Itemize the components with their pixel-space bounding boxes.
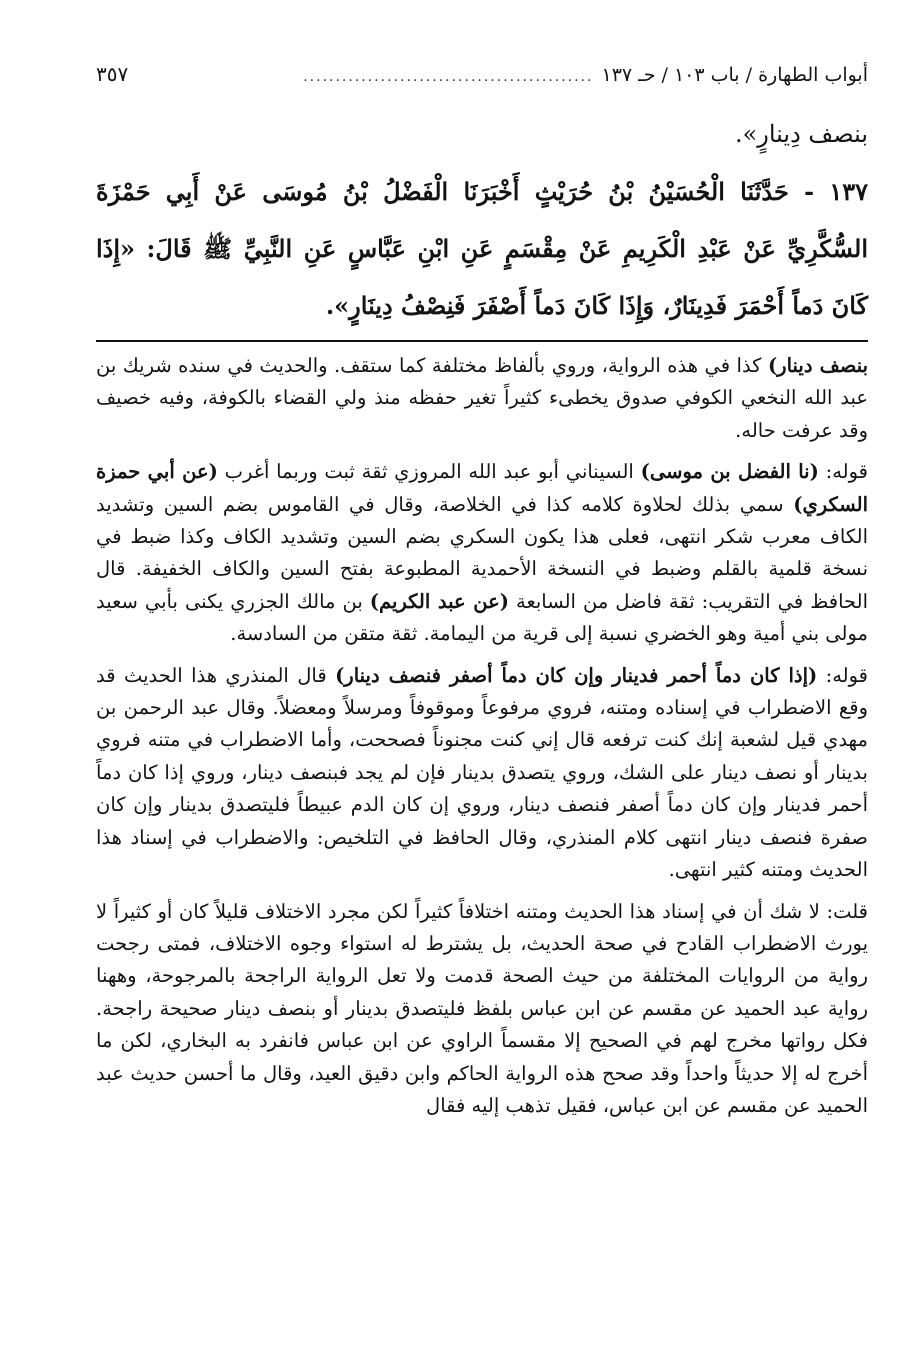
commentary-prefix: قوله: [825,460,868,484]
hadith-number: ١٣٧ - [804,177,868,206]
lemma: بنصف دينار) [767,354,869,377]
commentary-text: بن مالك الجزري يكنى بأبي سعيد مولى بني أمية وهو الخضري نسبة إلى قرية من اليمامة. ثقة متقن من السادسة. [96,589,868,646]
lemma: (عن عبد الكريم) [369,589,509,613]
commentary-paragraph-4: قلت: لا شك أن في إسناد هذا الحديث ومتنه اختلافاً كثيراً لكن مجرد الاختلاف قليلاً كان أو كثيراً لا يورث الاضطراب القادح في صحة الحديث، بل يشترط له استواء وجوه الاختلاف، فمتى رجحت رواية من الروايات المختلفة من حيث الصحة قدمت ولا تعل الرواية الراجحة بالمرجوحة، وههنا رواية عبد الحميد عن مقسم عن ابن عباس بلفظ فليتصدق بدينار أو بنصف دينار صحيحة راجحة. فكل رواتها مخرج لهم في الصحيح إلا مقسماً الراوي عن ابن عباس فانفرد به البخاري، لكن ما أخرج له إلا حديثاً واحداً وقد صحح هذه الرواية الحاكم وابن دقيق العيد، وقال ما أحسن حديث عبد الحميد عن مقسم عن ابن عباس، فقيل تذهب إليه فقال [96,899,868,1117]
commentary-paragraph-1 [96,350,868,447]
commentary [96,350,868,1122]
commentary-text: قال المنذري هذا الحديث قد وقع الاضطراب في إسناده ومتنه، فروي مرفوعاً وموقوفاً ومرسلاً ومعضلاً. وقال عبد الرحمن بن مهدي قيل لشعبة إنك كنت ترفعه قال إني كنت مجنوناً فصححت، وأما الاضطراب في متنه فروي بدينار أو نصف دينار على الشك، وروي يتصدق بدينار فإن لم يجد فبنصف دينار، وروي إذا كان دماً أحمر فدينار وإن كان دماً أصفر فنصف دينار، وروي إن كان الدم عبيطاً فليتصدق بدينار وإن كان صفرة فنصف دينار انتهى كلام المنذري، وقال الحافظ في التلخيص: والاضطراب في إسناد هذا الحديث ومتنه كثير انتهى. [96,663,868,882]
commentary-paragraph-2 [96,456,868,650]
main-text [96,106,868,334]
lemma: (نا الفضل بن موسى) [640,460,819,484]
commentary-text: سمي بذلك لحلاوة كلامه كذا في الخلاصة، وقال في القاموس بضم السين وتشديد الكاف معرب شكر انتهى، فعلى هذا يكون السكري بضم السين وتشديد الكاف وكذا ضبط في نسخة قلمية بالقلم وضبط في النسخة الأحمدية المطبوعة بفتح السين والكاف الخفيفة. قال الحافظ في التقريب: ثقة فاضل من السابعة [96,492,868,613]
commentary-paragraph-3 [96,660,868,887]
page-number: ٣٥٧ [96,62,129,86]
running-title: أبواب الطهارة / باب ١٠٣ / حـ ١٣٧ [601,64,868,86]
book-page [96,54,868,1131]
commentary-text: السيناني أبو عبد الله المروزي ثقة ثبت وربما أغرب [224,460,634,484]
running-header [96,54,868,94]
lemma: (إذا كان دماً أحمر فدينار وإن كان دماً أصفر فنصف دينار) [335,663,818,687]
commentary-text: كذا في هذه الرواية، وروي بألفاظ مختلفة كما ستقف. والحديث في سنده شريك بن عبد الله النخعي الكوفي صدوق يخطىء كثيراً تغير حفظه منذ ولي القضاء بالكوفة، وفيه خصيف وقد عرفت حاله. [96,354,868,442]
hadith-text: حَدَّثَنَا الْحُسَيْنُ بْنُ حُرَيْثٍ أَخْبَرَنَا الْفَضْلُ بْنُ مُوسَى عَنْ أَبِي حَمْزَةَ السُّكَّرِيِّ عَنْ عَبْدِ الْكَرِيمِ عَنْ مِقْسَمٍ عَنِ ابْنِ عَبَّاسٍ عَنِ النَّبِيِّ ﷺ قَالَ: «إِذَا كَانَ دَماً أَحْمَرَ فَدِينَارٌ، وَإِذَا كَانَ دَماً أَصْفَرَ فَنِصْفُ دِينَارٍ». [96,177,868,320]
commentary-prefix: قوله: [825,663,868,687]
carry-over-line: بنصف دِينارٍ». [734,120,868,148]
lemma: (عن أبي حمزة السكري) [96,460,868,516]
hadith-paragraph [96,163,868,334]
footnote-divider [96,340,868,342]
leader-dots: ............................................. [303,69,594,85]
